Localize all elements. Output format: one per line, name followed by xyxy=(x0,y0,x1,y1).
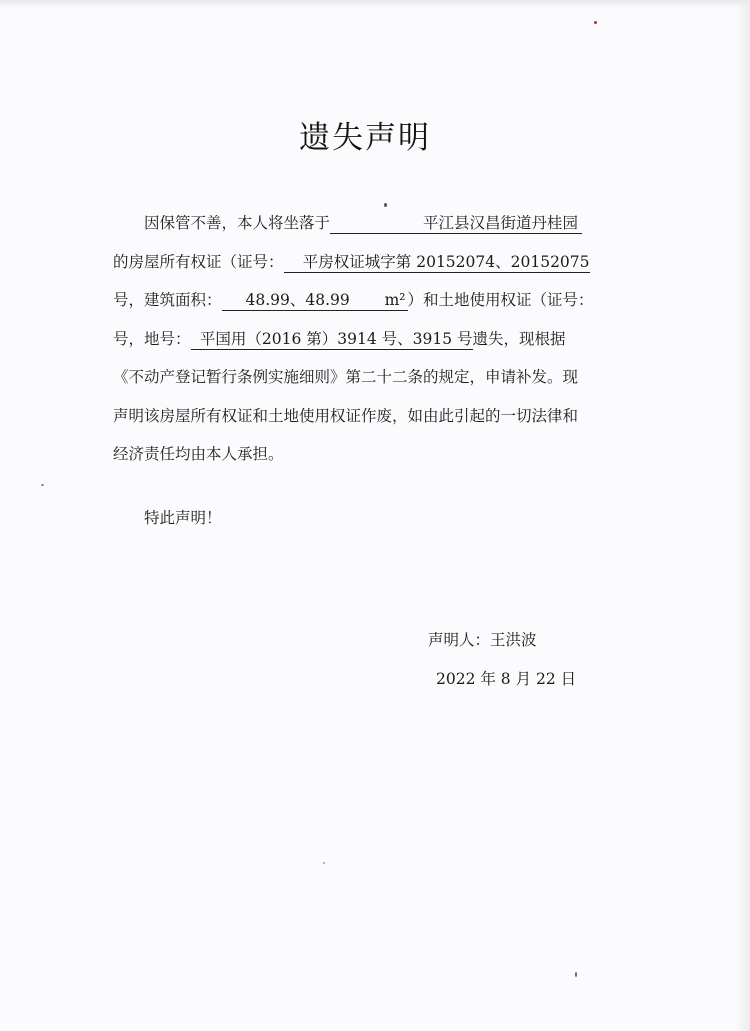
body-line-1 xyxy=(113,204,633,243)
body-line-2 xyxy=(113,243,633,282)
body-line-5: 《不动产登记暂行条例实施细则》第二十二条的规定，申请补发。现 xyxy=(113,368,579,386)
document-title: 遗失声明 xyxy=(299,120,431,156)
area-field xyxy=(222,290,408,311)
line3-suffix: ）和土地使用权证（证号： xyxy=(407,291,594,309)
certificate-number-field: 平房权证城字第 20152074、20152075 xyxy=(284,252,590,273)
line2-prefix: 的房屋所有权证（证号： xyxy=(113,252,284,271)
scan-speck xyxy=(323,862,325,864)
body-line-4 xyxy=(113,320,633,359)
line3-prefix: 号，建筑面积： xyxy=(113,291,222,309)
scan-speck xyxy=(575,972,577,977)
address-field: 平江县汉昌街道丹桂园 xyxy=(330,213,582,234)
scan-speck xyxy=(594,21,597,24)
area-unit: m² xyxy=(384,291,406,309)
body-line-3 xyxy=(113,281,633,320)
declarant-name: 声明人：王洪波 xyxy=(428,631,537,649)
line4-prefix: 号，地号： xyxy=(113,329,191,348)
line4-suffix: 遗失，现根据 xyxy=(472,329,566,348)
body-line-6: 声明该房屋所有权证和土地使用权证作废，如由此引起的一切法律和 xyxy=(113,406,579,425)
declaration-date: 2022 年 8 月 22 日 xyxy=(436,670,577,688)
scan-speck xyxy=(41,484,44,486)
declaration-body xyxy=(113,204,633,474)
land-number-field: 平国用（2016 第）3914 号、3915 号 xyxy=(191,329,473,350)
scan-edge-right xyxy=(736,0,750,1031)
scan-speck xyxy=(384,203,387,207)
closing-statement: 特此声明！ xyxy=(144,509,222,527)
scan-edge-top xyxy=(0,0,750,8)
area-value: 48.99、48.99 xyxy=(245,291,350,309)
line1-prefix: 因保管不善，本人将坐落于 xyxy=(144,214,331,232)
body-line-7: 经济责任均由本人承担。 xyxy=(113,445,284,463)
